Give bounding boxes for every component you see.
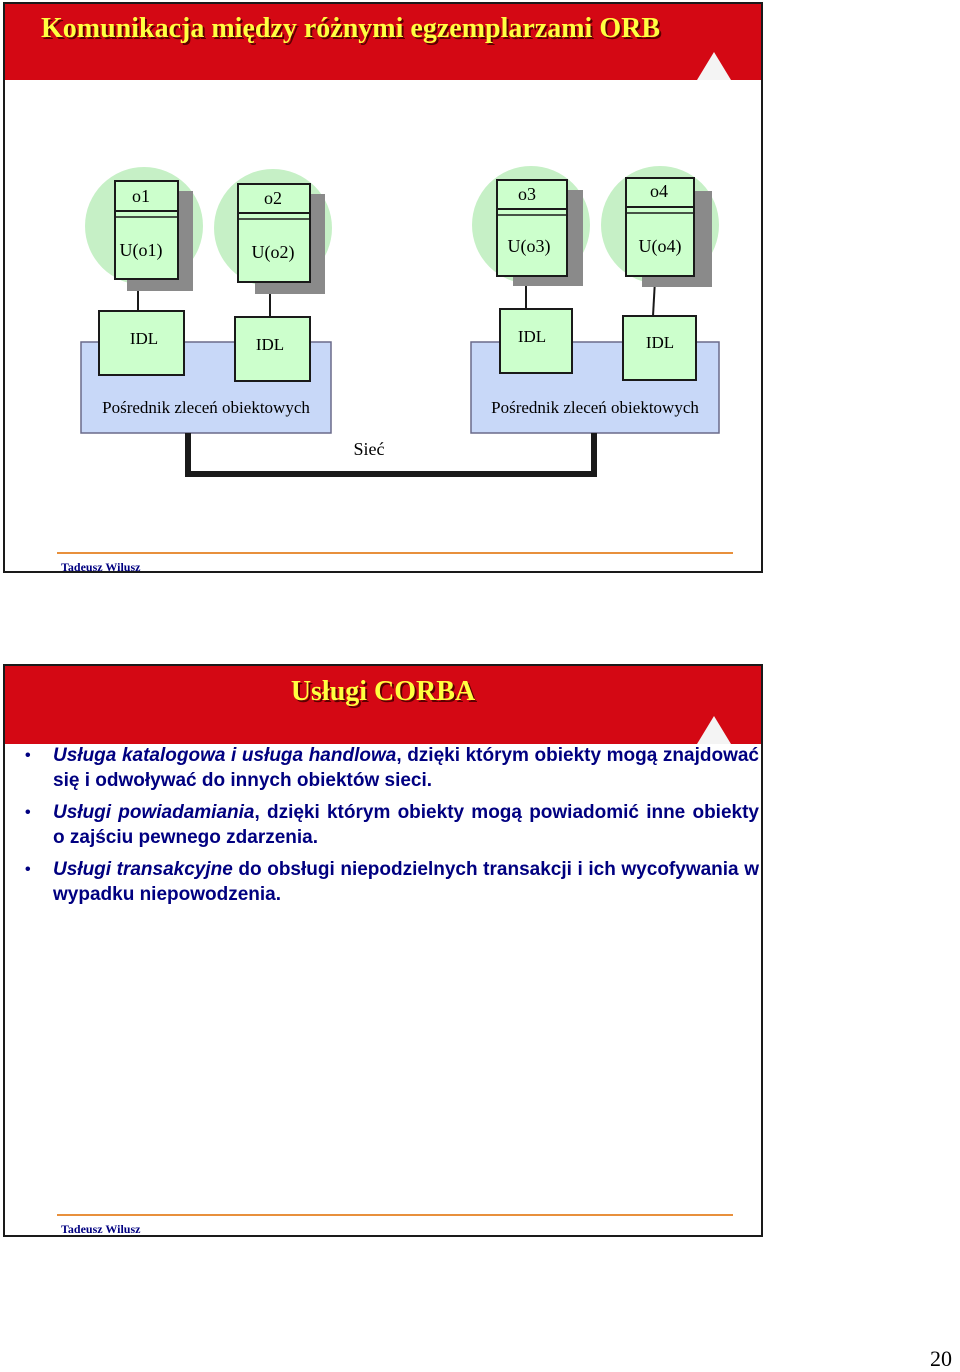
object-name-4: o4 [650, 181, 668, 201]
bullet-lead: Usługa katalogowa i usługa handlowa [53, 745, 397, 766]
broker-label-left: Pośrednik zleceń obiektowych [102, 398, 310, 417]
list-item [25, 800, 759, 850]
slide-orb-communication [3, 2, 763, 573]
bullet-icon: • [25, 804, 31, 821]
services-list [25, 743, 759, 914]
bullet-icon: • [25, 747, 31, 764]
bullet-text: , dzięki którym obiekty mogą znajdować się i odwoływać do innych obiektów sieci. [53, 745, 760, 791]
object-u-1: U(o1) [119, 240, 163, 260]
idl-label-2: IDL [255, 335, 285, 354]
list-item [25, 857, 759, 907]
object-u-2: U(o2) [251, 242, 295, 262]
object-u-3: U(o3) [507, 236, 551, 256]
idl-label-1: IDL [129, 329, 159, 348]
object-box-3 [497, 180, 583, 286]
slide-title: Komunikacja między różnymi egzemplarzami ORB [41, 13, 661, 44]
slide-corba-services [3, 664, 763, 1237]
bullet-text: do obsługi niepodzielnych transakcji i ich wycofywania w wypadku niepowodzenia. [53, 859, 759, 905]
object-box-2 [238, 184, 325, 294]
footer-divider [57, 552, 733, 554]
object-name-1: o1 [132, 186, 150, 206]
network-connector [185, 433, 597, 474]
object-u-4: U(o4) [638, 236, 682, 256]
object-box-1 [115, 181, 193, 291]
broker-label-right: Pośrednik zleceń obiektowych [491, 398, 699, 417]
object-name-3: o3 [518, 184, 536, 204]
orb-diagram [5, 4, 761, 564]
object-name-2: o2 [264, 188, 282, 208]
idl-label-3: IDL [517, 327, 547, 346]
bullet-lead: Usługi powiadamiania [53, 802, 255, 823]
object-box-4 [626, 178, 712, 287]
bullet-icon: • [25, 861, 31, 878]
footer-author: Tadeusz Wilusz [61, 560, 141, 574]
footer-divider [57, 1214, 733, 1216]
list-item [25, 743, 759, 793]
idl-label-4: IDL [645, 333, 675, 352]
bullet-text: , dzięki którym obiekty mogą powiadomić inne obiekty o zajściu pewnego zdarzenia. [53, 802, 759, 848]
triangle-icon [697, 716, 731, 744]
footer-author: Tadeusz Wilusz [61, 1222, 141, 1236]
title-bar [5, 666, 761, 744]
network-label: Sieć [353, 439, 385, 459]
bullet-lead: Usługi transakcyjne [53, 859, 233, 880]
page-number: 20 [930, 1346, 952, 1371]
slide-title: Usługi CORBA [290, 676, 476, 707]
